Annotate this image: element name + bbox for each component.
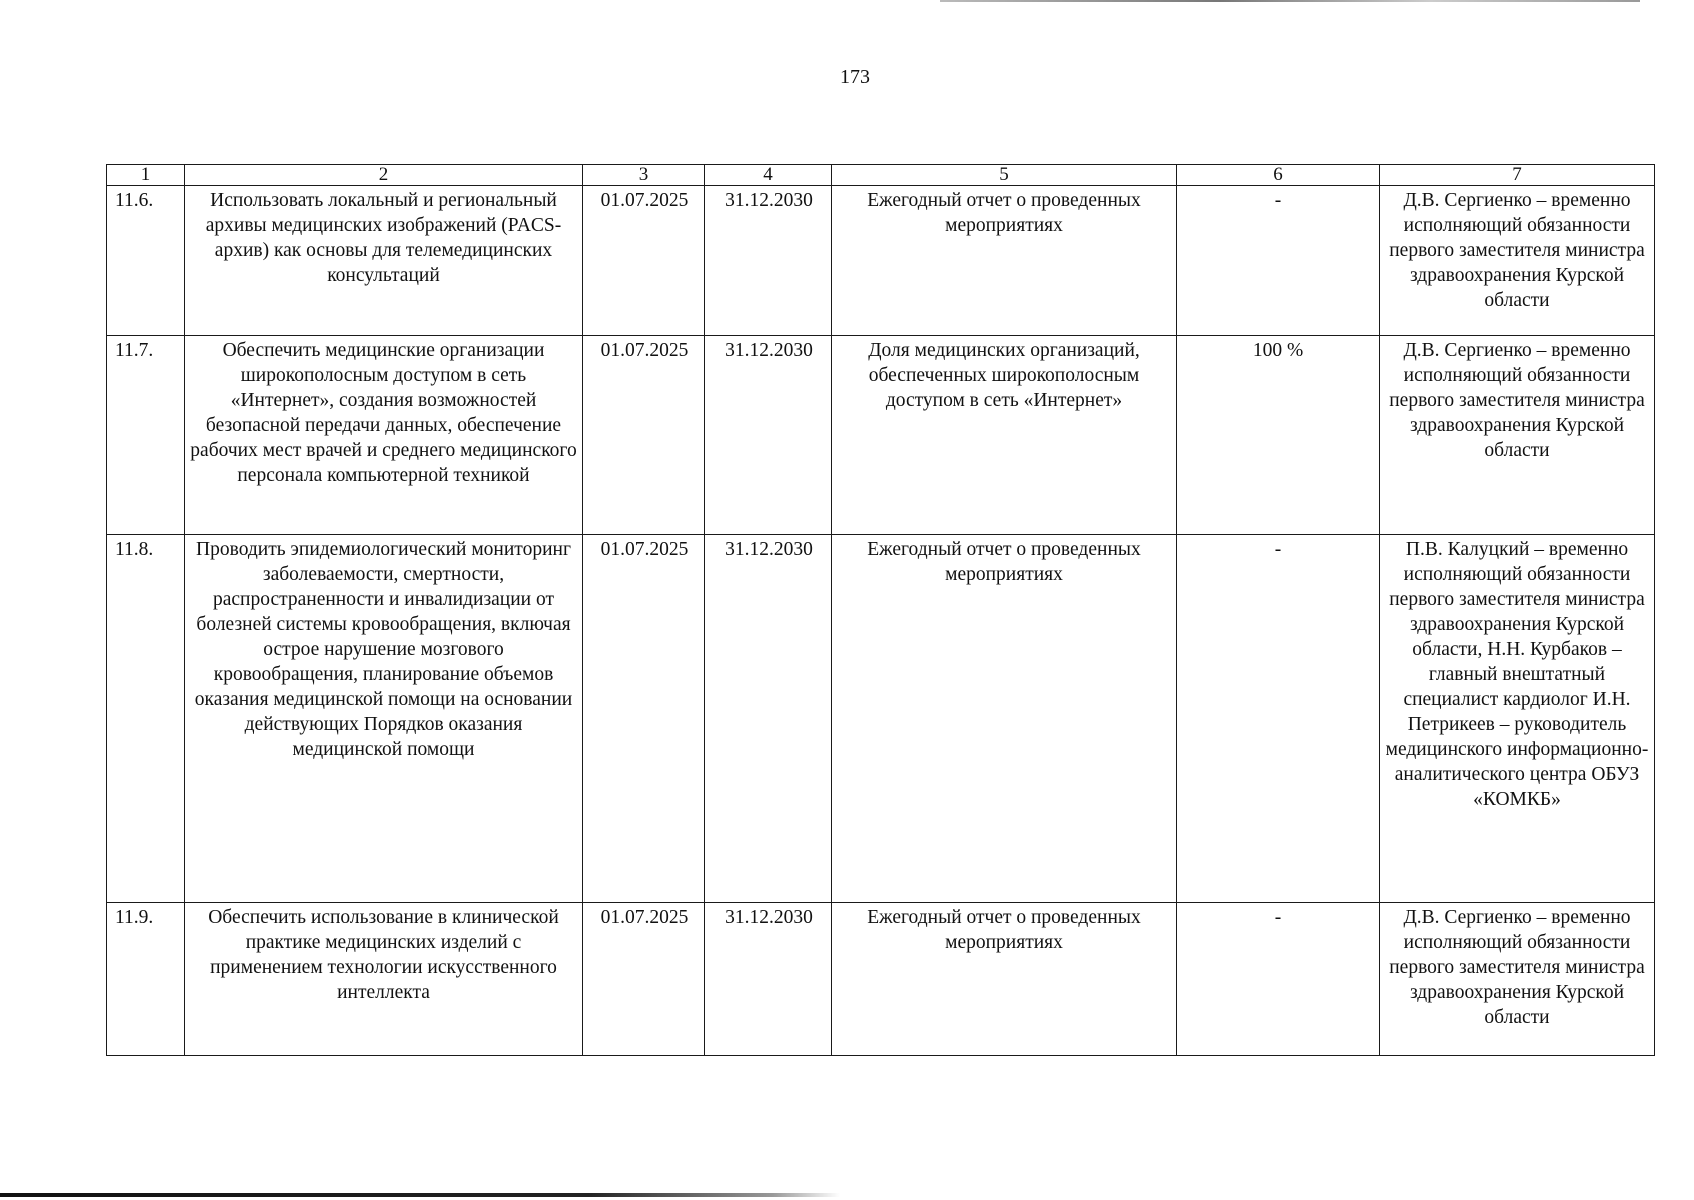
scan-edge-bottom [0, 1193, 840, 1197]
table-row [107, 903, 1655, 1056]
expected-result: Ежегодный отчет о проведенных мероприятиях [832, 535, 1177, 903]
end-date: 31.12.2030 [705, 186, 832, 336]
expected-result: Ежегодный отчет о проведенных мероприятиях [832, 186, 1177, 336]
responsible-person: Д.В. Сергиенко – временно исполняющий обязанности первого заместителя министра здравоохранения Курской области [1380, 186, 1655, 336]
column-number: 3 [583, 165, 705, 186]
responsible-person: Д.В. Сергиенко – временно исполняющий обязанности первого заместителя министра здравоохранения Курской области [1380, 903, 1655, 1056]
column-number: 5 [832, 165, 1177, 186]
item-number: 11.7. [107, 336, 185, 535]
start-date: 01.07.2025 [583, 535, 705, 903]
target-value: - [1177, 903, 1380, 1056]
action-plan-table [106, 164, 1655, 1056]
action-description: Обеспечить использование в клинической практике медицинских изделий с применением технологии искусственного интеллекта [185, 903, 583, 1056]
expected-result: Ежегодный отчет о проведенных мероприятиях [832, 903, 1177, 1056]
end-date: 31.12.2030 [705, 903, 832, 1056]
column-number: 1 [107, 165, 185, 186]
item-number: 11.6. [107, 186, 185, 336]
page-number: 173 [840, 66, 870, 88]
column-number-row [107, 165, 1655, 186]
table-row [107, 336, 1655, 535]
table-row [107, 186, 1655, 336]
action-description: Использовать локальный и региональный архивы медицинских изображений (PACS-архив) как основы для телемедицинских консультаций [185, 186, 583, 336]
target-value: - [1177, 535, 1380, 903]
target-value: - [1177, 186, 1380, 336]
target-value: 100 % [1177, 336, 1380, 535]
action-description: Проводить эпидемиологический мониторинг заболеваемости, смертности, распространенности и инвалидизации от болезней системы кровообращения, включая острое нарушение мозгового кровообращения, планирование объемов оказания медицинской помощи на основании действующих Порядков оказания медицинской помощи [185, 535, 583, 903]
column-number: 7 [1380, 165, 1655, 186]
column-number: 2 [185, 165, 583, 186]
responsible-person: П.В. Калуцкий – временно исполняющий обязанности первого заместителя министра здравоохранения Курской области, Н.Н. Курбаков – главный внештатный специалист кардиолог И.Н. Петрикеев – руководитель медицинского информационно-аналитического центра ОБУЗ «КОМКБ» [1380, 535, 1655, 903]
responsible-person: Д.В. Сергиенко – временно исполняющий обязанности первого заместителя министра здравоохранения Курской области [1380, 336, 1655, 535]
end-date: 31.12.2030 [705, 336, 832, 535]
start-date: 01.07.2025 [583, 336, 705, 535]
column-number: 6 [1177, 165, 1380, 186]
start-date: 01.07.2025 [583, 186, 705, 336]
end-date: 31.12.2030 [705, 535, 832, 903]
table-row [107, 535, 1655, 903]
action-description: Обеспечить медицинские организации широкополосным доступом в сеть «Интернет», создания возможностей безопасной передачи данных, обеспечение рабочих мест врачей и среднего медицинского персонала компьютерной техникой [185, 336, 583, 535]
item-number: 11.8. [107, 535, 185, 903]
start-date: 01.07.2025 [583, 903, 705, 1056]
expected-result: Доля медицинских организаций, обеспеченных широкополосным доступом в сеть «Интернет» [832, 336, 1177, 535]
item-number: 11.9. [107, 903, 185, 1056]
scan-edge-top [940, 0, 1640, 2]
column-number: 4 [705, 165, 832, 186]
